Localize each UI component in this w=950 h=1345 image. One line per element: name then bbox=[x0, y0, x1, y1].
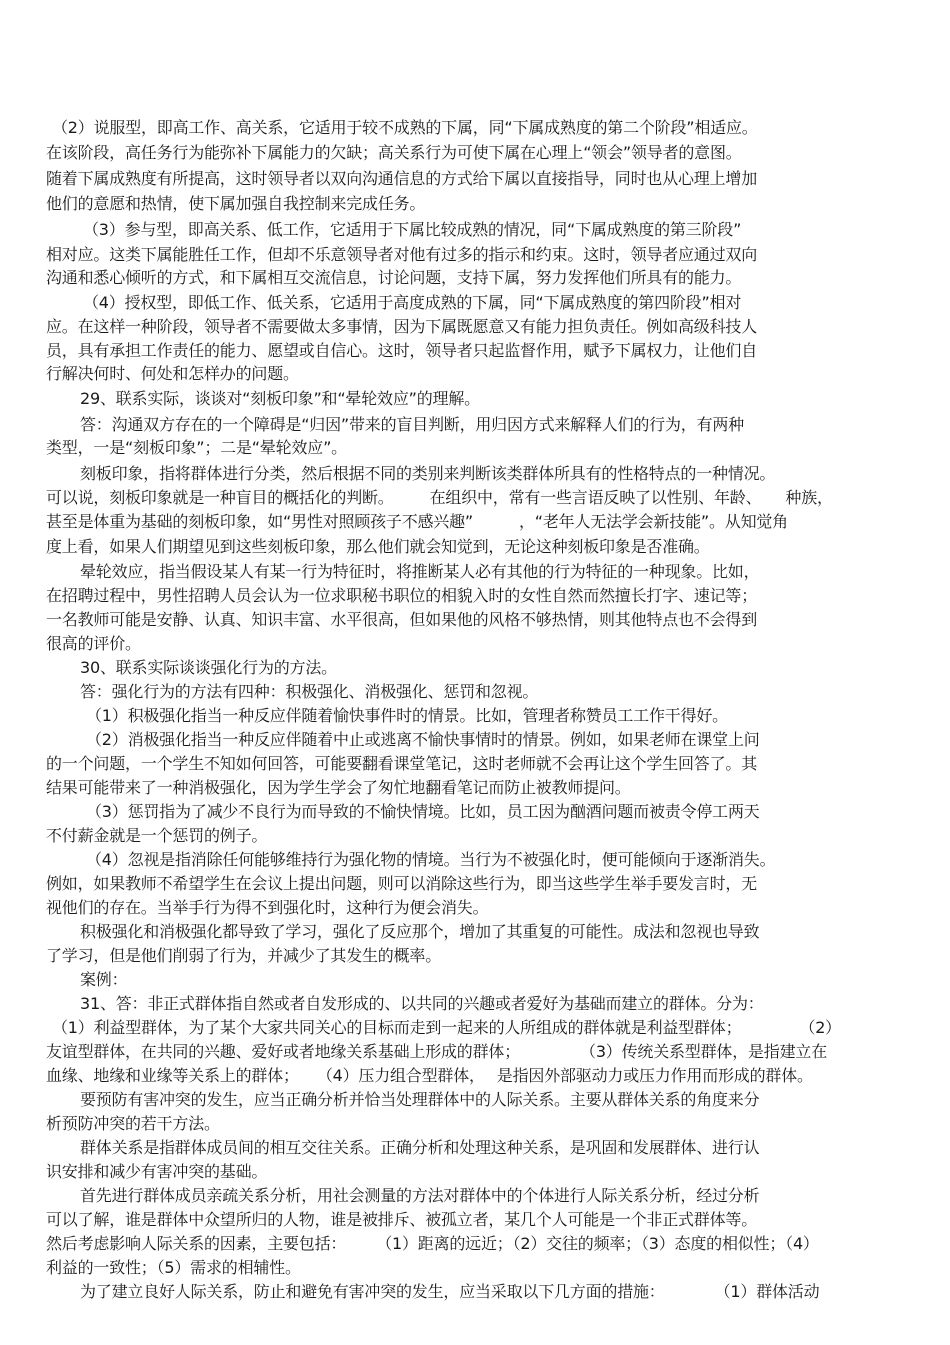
text-line: 例如，如果教师不希望学生在会议上提出问题，则可以消除这些行为，即当这些学生举手要发言时，无 bbox=[46, 874, 758, 893]
text-line: 甚至是体重为基础的刻板印象，如“男性对照顾孩子不感兴趣” ，“老年人无法学会新技能”。从知觉角 bbox=[46, 512, 788, 531]
text-line: （2）说服型，即高工作、高关系，它适用于较不成熟的下属，同“下属成熟度的第二个阶段”相适应。 bbox=[52, 118, 758, 137]
text-line: （3）参与型，即高关系、低工作，它适用于下属比较成熟的情况，同“下属成熟度的第三阶段” bbox=[83, 220, 742, 239]
text-line: 的一个问题，一个学生不知如何回答，可能要翻看课堂笔记，这时老师就不会再让这个学生回答了。其 bbox=[46, 754, 758, 773]
text-line: 应。在这样一种阶段，领导者不需要做太多事情，因为下属既愿意又有能力担负责任。例如高级科技人 bbox=[46, 317, 758, 336]
text-line: 利益的一致性；（5）需求的相辅性。 bbox=[46, 1258, 301, 1277]
text-line: （1）积极强化指当一种反应伴随着愉快事件时的情景。比如，管理者称赞员工工作干得好。 bbox=[86, 706, 728, 725]
question-heading: 31、答：非正式群体指自然或者自发形成的、以共同的兴趣或者爱好为基础而建立的群体。分为： bbox=[80, 994, 764, 1013]
question-heading: 30、联系实际谈谈强化行为的方法。 bbox=[80, 658, 337, 677]
text-line: 结果可能带来了一种消极强化，因为学生学会了匆忙地翻看笔记而防止被教师提问。 bbox=[46, 778, 631, 797]
text-line: 类型，一是“刻板印象”；二是“晕轮效应”。 bbox=[46, 438, 347, 457]
text-line: 可以说，刻板印象就是一种盲目的概括化的判断。 在组织中，常有一些言语反映了以性别、年龄、 种族， bbox=[46, 488, 833, 507]
text-line: 很高的评价。 bbox=[46, 634, 141, 653]
text-line: 一名教师可能是安静、认真、知识丰富、水平很高，但如果他的风格不够热情，则其他特点也不会得到 bbox=[46, 610, 758, 629]
text-line: 然后考虑影响人际关系的因素，主要包括： （1）距离的远近；（2）交往的频率；（3）态度的相似性；（4） bbox=[46, 1234, 819, 1253]
text-line: 相对应。这类下属能胜任工作，但却不乐意领导者对他有过多的指示和约束。这时，领导者应通过双向 bbox=[46, 245, 758, 264]
text-line: 友谊型群体，在共同的兴趣、爱好或者地缘关系基础上形成的群体； （3）传统关系型群体，是指建立在 bbox=[46, 1042, 827, 1061]
text-line: 识安排和减少有害冲突的基础。 bbox=[46, 1162, 268, 1181]
text-line: 了学习，但是他们削弱了行为，并减少了其发生的概率。 bbox=[46, 946, 442, 965]
text-line: 行解决何时、何处和怎样办的问题。 bbox=[46, 364, 299, 383]
text-line: （4）授权型，即低工作、低关系，它适用于高度成熟的下属，同“下属成熟度的第四阶段”相对 bbox=[83, 293, 742, 312]
text-line: 血缘、地缘和业缘等关系上的群体； （4）压力组合型群体， 是指因外部驱动力或压力作用而形成的群体。 bbox=[46, 1066, 813, 1085]
text-line: 可以了解，谁是群体中众望所归的人物，谁是被排斥、被孤立者，某几个人可能是一个非正式群体等。 bbox=[46, 1210, 758, 1229]
text-line: 沟通和悉心倾听的方式，和下属相互交流信息，讨论问题，支持下属，努力发挥他们所具有的能力。 bbox=[46, 268, 742, 287]
question-heading: 29、联系实际，谈谈对“刻板印象”和“晕轮效应”的理解。 bbox=[80, 389, 480, 408]
text-line: 不付薪金就是一个惩罚的例子。 bbox=[46, 826, 268, 845]
text-line: （2）消极强化指当一种反应伴随着中止或逃离不愉快事情时的情景。例如，如果老师在课堂上问 bbox=[86, 730, 760, 749]
text-line: 随着下属成熟度有所提高，这时领导者以双向沟通信息的方式给下属以直接指导，同时也从心理上增加 bbox=[46, 169, 758, 188]
text-line: 为了建立良好人际关系，防止和避免有害冲突的发生，应当采取以下几方面的措施： （1）群体活动 bbox=[80, 1282, 820, 1301]
text-line: 答：强化行为的方法有四种：积极强化、消极强化、惩罚和忽视。 bbox=[80, 682, 539, 701]
text-line: （4）忽视是指消除任何能够维持行为强化物的情境。当行为不被强化时，便可能倾向于逐渐消失。 bbox=[86, 850, 776, 869]
text-line: 要预防有害冲突的发生，应当正确分析并恰当处理群体中的人际关系。主要从群体关系的角度来分 bbox=[80, 1090, 760, 1109]
text-line: 视他们的存在。当举手行为得不到强化时，这种行为便会消失。 bbox=[46, 898, 489, 917]
text-line: 他们的意愿和热情，使下属加强自我控制来完成任务。 bbox=[46, 194, 426, 213]
text-line: 首先进行群体成员亲疏关系分析，用社会测量的方法对群体中的个体进行人际关系分析，经过分析 bbox=[80, 1186, 760, 1205]
text-line: 度上看，如果人们期望见到这些刻板印象，那么他们就会知觉到，无论这种刻板印象是否准确。 bbox=[46, 537, 710, 556]
text-line: 群体关系是指群体成员间的相互交往关系。正确分析和处理这种关系，是巩固和发展群体、进行认 bbox=[80, 1138, 760, 1157]
text-line: 员，具有承担工作责任的能力、愿望或自信心。这时，领导者只起监督作用，赋予下属权力，让他们自 bbox=[46, 341, 758, 360]
text-line: 刻板印象，指将群体进行分类，然后根据不同的类别来判断该类群体所具有的性格特点的一种情况。 bbox=[80, 464, 776, 483]
text-line: 答：沟通双方存在的一个障碍是“归因”带来的盲目判断，用归因方式来解释人们的行为，有两种 bbox=[80, 415, 744, 434]
text-line: 积极强化和消极强化都导致了学习，强化了反应那个，增加了其重复的可能性。成法和忽视也导致 bbox=[80, 922, 760, 941]
text-line: 在招聘过程中，男性招聘人员会认为一位求职秘书职位的相貌入时的女性自然而然擅长打字、速记等； bbox=[46, 586, 758, 605]
text-line: （3）惩罚指为了减少不良行为而导致的不愉快情境。比如，员工因为酗酒问题而被责令停工两天 bbox=[86, 802, 760, 821]
text-line: 晕轮效应，指当假设某人有某一行为特征时，将推断某人必有其他的行为特征的一种现象。比如， bbox=[80, 562, 760, 581]
text-line: 析预防冲突的若干方法。 bbox=[46, 1114, 220, 1133]
section-label: 案例： bbox=[80, 970, 128, 989]
text-line: 在该阶段，高任务行为能弥补下属能力的欠缺；高关系行为可使下属在心理上“领会”领导者的意图。 bbox=[46, 143, 742, 162]
text-line: （1）利益型群体，为了某个大家共同关心的目标而走到一起来的人所组成的群体就是利益型群体； （2） bbox=[52, 1018, 841, 1037]
